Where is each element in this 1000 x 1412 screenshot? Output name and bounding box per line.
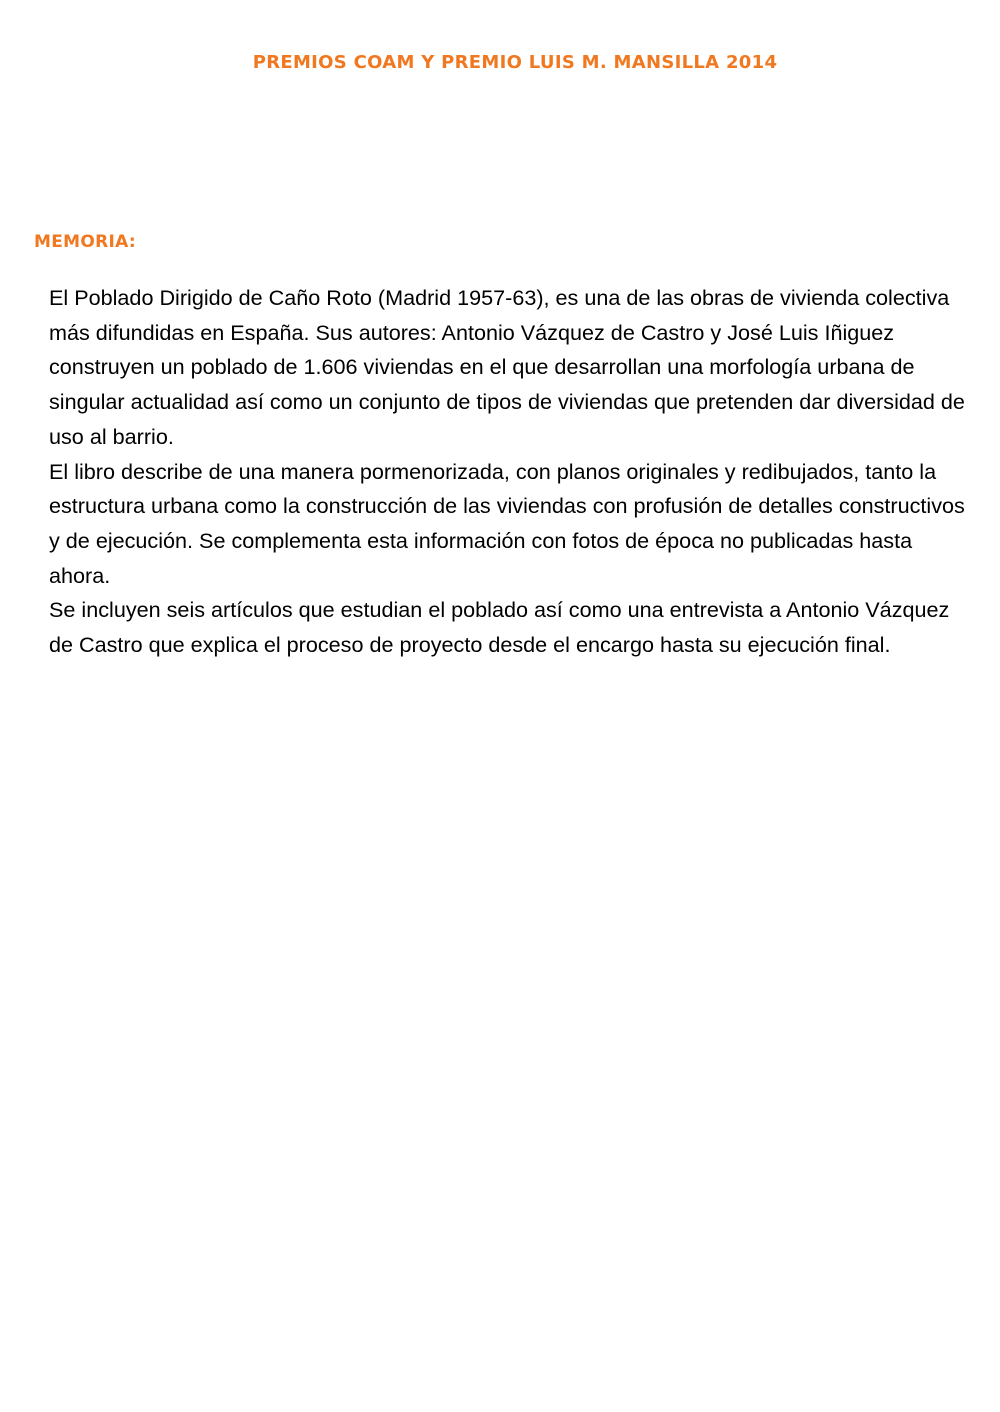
memoria-body xyxy=(49,281,969,663)
paragraph: Se incluyen seis artículos que estudian el poblado así como una entrevista a Antonio Vázquez de Castro que explica el proceso de proyecto desde el encargo hasta su ejecución final. xyxy=(49,597,950,658)
page-title: PREMIOS COAM Y PREMIO LUIS M. MANSILLA 2014 xyxy=(252,52,778,73)
section-heading-memoria: MEMORIA: xyxy=(34,232,136,252)
paragraph: El Poblado Dirigido de Caño Roto (Madrid 1957-63), es una de las obras de vivienda colectiva más difundidas en España. Sus autores: Antonio Vázquez de Castro y José Luis Iñiguez construyen un poblado de 1.606 viviendas en el que desarrollan una morfología urbana de singular actualidad así como un conjunto de tipos de viviendas que pretenden dar diversidad de uso al barrio. xyxy=(49,285,965,449)
paragraph: El libro describe de una manera pormenorizada, con planos originales y redibujados, tanto la estructura urbana como la construcción de las viviendas con profusión de detalles constructivos y de ejecución. Se complementa esta información con fotos de época no publicadas hasta ahora. xyxy=(49,458,965,588)
